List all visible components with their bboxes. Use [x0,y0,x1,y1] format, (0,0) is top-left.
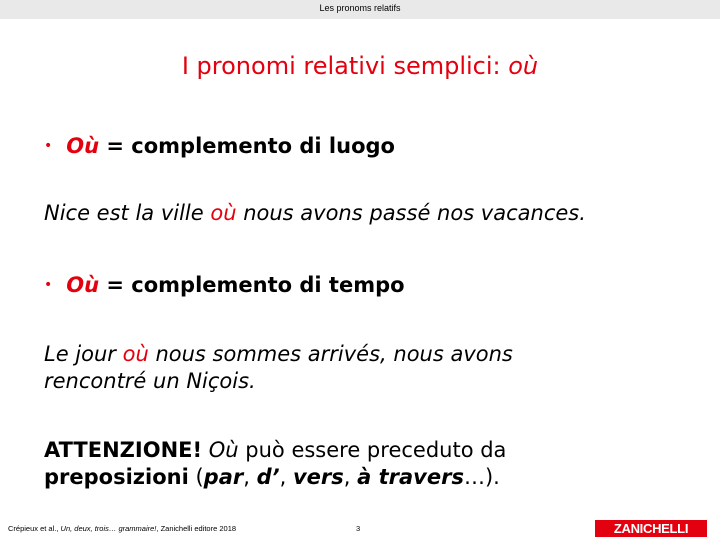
attention-note [44,437,684,491]
note-sep: , [343,465,358,489]
credit-publisher: , Zanichelli editore 2018 [156,524,237,533]
example-highlight: où [210,201,237,225]
bullet-text: = complemento di luogo [99,134,395,158]
example-text-after: nous sommes arrivés, nous avons [148,342,513,366]
header-bar [0,0,720,19]
slide-title [0,52,720,80]
bullet-luogo [44,134,395,158]
note-sep: , [243,465,257,489]
bullet-term: Où [66,273,100,297]
header-title: Les pronoms relatifs [319,3,401,13]
note-lead: ATTENZIONE! [44,438,203,462]
page-number: 3 [356,524,361,533]
note-paren-close: …). [463,465,500,489]
bullet-marker: • [44,277,53,293]
footer [0,516,720,540]
bullet-marker: • [44,138,53,154]
prep-a-travers: à travers [357,465,464,489]
example-luogo [44,200,586,227]
footer-credit [8,524,236,533]
example-highlight: où [122,342,149,366]
note-sep: , [279,465,293,489]
example-text-line2: rencontré un Niçois. [44,369,256,393]
note-italic: Où [208,438,239,462]
note-text: può essere preceduto da [238,438,507,462]
example-text-after: nous avons passé nos vacances. [236,201,586,225]
publisher-logo: ZANICHELLI [595,520,707,537]
bullet-tempo [44,273,405,297]
title-emphasis: où [508,52,539,80]
bullet-text: = complemento di tempo [99,273,405,297]
example-tempo [44,341,513,395]
example-text-before: Le jour [44,342,123,366]
prep-vers: vers [292,465,344,489]
note-paren-open: ( [188,465,204,489]
title-main: I pronomi relativi semplici: [181,52,509,80]
credit-book-title: Un, deux, trois… grammaire! [60,524,157,533]
note-bold: preposizioni [44,465,189,489]
example-text-before: Nice est la ville [44,201,211,225]
prep-d: d’ [256,465,280,489]
prep-par: par [203,465,244,489]
credit-authors: Crépieux et al., [8,524,61,533]
bullet-term: Où [66,134,100,158]
